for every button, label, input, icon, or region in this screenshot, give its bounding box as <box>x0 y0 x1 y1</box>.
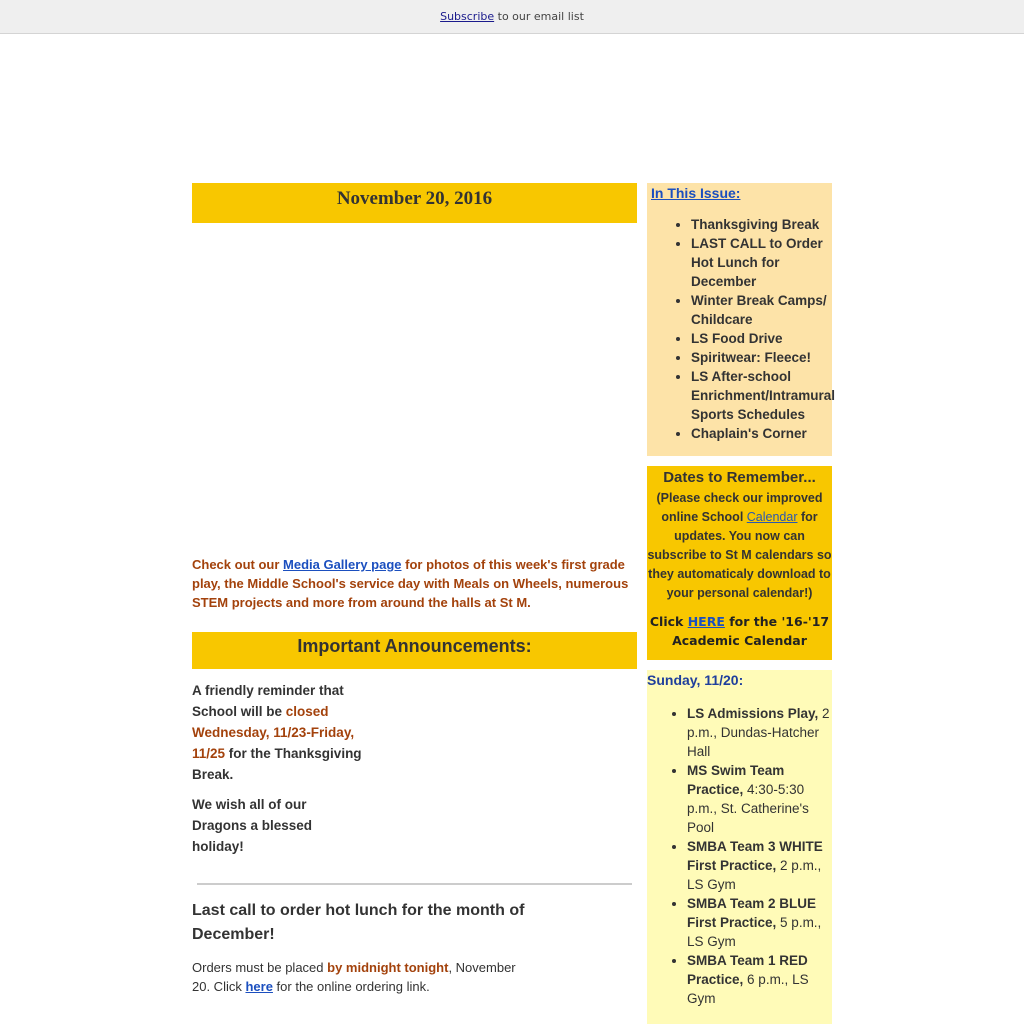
issue-item: • Spiritwear: Fleece! <box>691 348 828 367</box>
in-this-issue-link[interactable]: In This Issue: <box>651 185 741 201</box>
issue-list <box>651 215 836 443</box>
event-item <box>687 894 830 951</box>
closed-dates: closed Wednesday, 11/23-Friday, 11/25 <box>192 704 355 761</box>
divider <box>197 883 632 885</box>
in-this-issue-box <box>647 183 836 456</box>
lunch-text-part: Orders must be placed <box>192 960 328 975</box>
event-detail: 5 p.m., LS Gym <box>687 915 822 949</box>
lunch-text-part: for the online ordering link. <box>272 979 430 994</box>
issue-item: • LAST CALL to Order Hot Lunch for December <box>691 234 828 291</box>
issue-date: November 20, 2016 <box>192 183 637 223</box>
reminder-text: A friendly reminder that School will be <box>192 683 344 719</box>
issue-item: • Winter Break Camps/ Childcare <box>691 291 828 329</box>
click-text: for the '16-'17 Academic Calendar <box>672 614 830 648</box>
event-name: LS Admissions Play, <box>687 706 819 721</box>
media-gallery-link[interactable]: Media Gallery page <box>283 557 402 572</box>
issue-item: • Thanksgiving Break <box>691 215 828 234</box>
event-name: SMBA Team 1 RED Practice, <box>687 953 808 987</box>
note-text: (Please check our improved online School <box>656 491 823 524</box>
subscribe-text: to our email list <box>494 10 584 23</box>
click-text: Click <box>649 614 688 629</box>
gallery-text: for photos of this week's first grade play, the Middle School's service day with Meals on Wheels, numerous STEM projects and more from around the halls at St M. <box>192 557 629 610</box>
event-item <box>687 704 830 761</box>
holiday-wish: We wish all of our Dragons a blessed holiday! <box>192 797 313 854</box>
event-item <box>687 761 830 837</box>
event-detail: 6 p.m., LS Gym <box>687 972 809 1006</box>
lunch-text-part: , November 20. Click <box>192 960 516 994</box>
event-item <box>687 837 830 894</box>
event-detail: 4:30-5:30 p.m., St. Catherine's Pool <box>687 782 809 835</box>
lunch-text <box>192 958 532 996</box>
note-text: for updates. You now can subscribe to St M calendars so they automaticaly download to your personal calendar!) <box>647 510 832 600</box>
academic-calendar-link[interactable]: HERE <box>687 614 725 629</box>
event-list <box>647 704 832 1008</box>
announcements-heading: Important Announcements: <box>192 632 637 669</box>
academic-calendar-note <box>647 612 832 650</box>
calendar-link[interactable]: Calendar <box>746 510 798 524</box>
gallery-text: Check out our <box>192 557 284 572</box>
dates-heading: Dates to Remember... <box>663 469 816 486</box>
subscribe-bar <box>0 0 1024 34</box>
sunday-events-box <box>647 670 832 1024</box>
dates-to-remember-box <box>647 466 832 660</box>
issue-item: • Chaplain's Corner <box>691 424 828 443</box>
event-detail: 2 p.m., LS Gym <box>687 858 822 892</box>
event-detail: 2 p.m., Dundas-Hatcher Hall <box>687 706 830 759</box>
event-name: SMBA Team 2 BLUE First Practice, <box>687 896 817 930</box>
reminder-text: for the Thanksgiving Break. <box>192 746 362 782</box>
issue-item: • LS After-school Enrichment/Intramural Sports Schedules <box>691 367 828 424</box>
event-name: SMBA Team 3 WHITE First Practice, <box>687 839 823 873</box>
lunch-heading: Last call to order hot lunch for the month of December! <box>192 902 525 943</box>
event-item <box>687 951 830 1008</box>
event-name: MS Swim Team Practice, <box>687 763 785 797</box>
ordering-link[interactable]: here <box>245 979 273 994</box>
thanksgiving-reminder <box>192 680 362 866</box>
gallery-paragraph <box>192 555 637 612</box>
issue-item: • LS Food Drive <box>691 329 828 348</box>
subscribe-link[interactable]: Subscribe <box>440 10 495 23</box>
calendar-note <box>647 489 832 603</box>
deadline: by midnight tonight <box>327 960 449 975</box>
sunday-heading: Sunday, 11/20: <box>647 672 744 688</box>
